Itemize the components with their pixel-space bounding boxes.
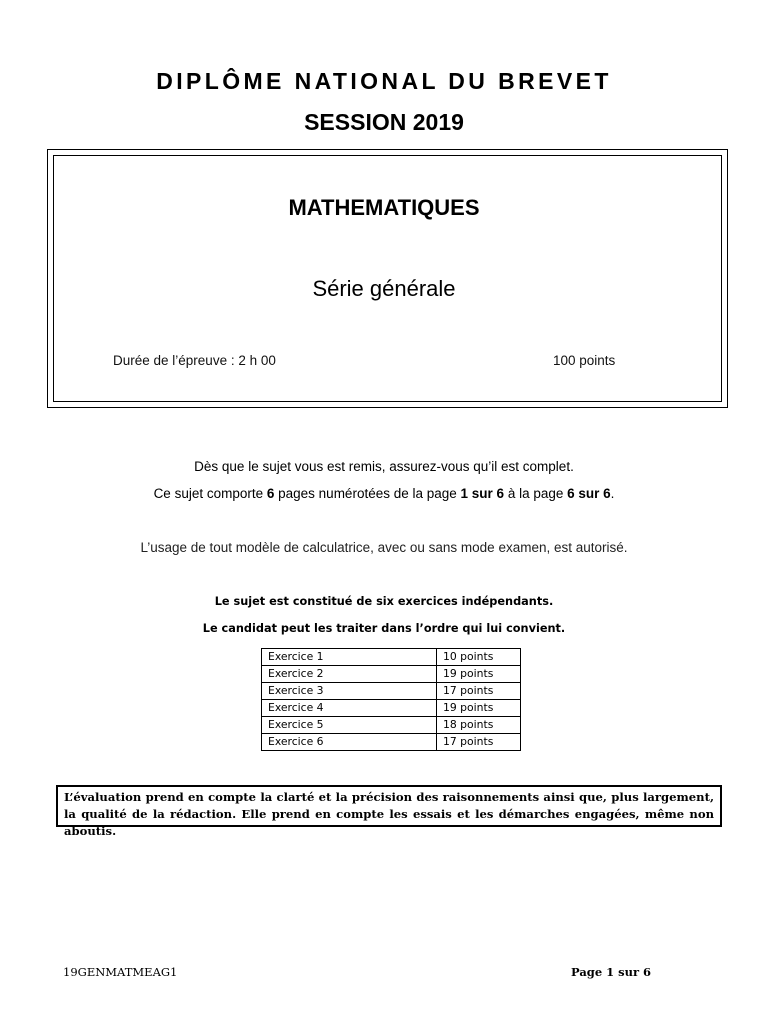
table-row bbox=[262, 666, 521, 683]
exercise-points: 19 points bbox=[437, 700, 521, 717]
exercise-points: 17 points bbox=[437, 734, 521, 751]
duration-label: Durée de l’épreuve : bbox=[113, 353, 239, 368]
exercise-name: Exercice 4 bbox=[262, 700, 437, 717]
instruction-calculator: L’usage de tout modèle de calculatrice, avec ou sans mode examen, est autorisé. bbox=[140, 540, 628, 555]
exercise-name: Exercice 2 bbox=[262, 666, 437, 683]
table-row bbox=[262, 734, 521, 751]
pages-text-3: à la page bbox=[504, 486, 568, 501]
exercise-name: Exercice 1 bbox=[262, 649, 437, 666]
exercise-points-table bbox=[261, 648, 521, 751]
pages-text-end: . bbox=[610, 486, 615, 501]
instruction-complete: Dès que le sujet vous est remis, assurez-vous qu’il est complet. bbox=[194, 459, 574, 474]
table-row bbox=[262, 649, 521, 666]
table-row bbox=[262, 717, 521, 734]
duration-value: 2 h 00 bbox=[238, 353, 276, 368]
first-page: 1 sur 6 bbox=[460, 486, 505, 501]
table-row bbox=[262, 683, 521, 700]
page-number: Page 1 sur 6 bbox=[571, 965, 652, 979]
instruction-pages bbox=[0, 486, 768, 501]
total-points: 100 points bbox=[553, 353, 616, 368]
session-title: SESSION 2019 bbox=[304, 109, 464, 135]
exercise-points: 10 points bbox=[437, 649, 521, 666]
pages-count: 6 bbox=[266, 486, 275, 501]
last-page: 6 sur 6 bbox=[567, 486, 611, 501]
exercise-points: 18 points bbox=[437, 717, 521, 734]
table-row bbox=[262, 700, 521, 717]
exercise-points: 17 points bbox=[437, 683, 521, 700]
exercise-name: Exercice 5 bbox=[262, 717, 437, 734]
exercise-name: Exercice 6 bbox=[262, 734, 437, 751]
duration-text bbox=[113, 353, 276, 368]
subject-code: 19GENMATMEAG1 bbox=[63, 965, 178, 979]
pages-text-1: Ce sujet comporte bbox=[153, 486, 267, 501]
exercise-name: Exercice 3 bbox=[262, 683, 437, 700]
exercise-points: 19 points bbox=[437, 666, 521, 683]
subject-title: MATHEMATIQUES bbox=[288, 195, 480, 220]
evaluation-notice: L’évaluation prend en compte la clarté et la précision des raisonnements ainsi que, plus largement, la qualité de la rédaction. Elle prend en compte les essais et les démarches engagées, même non aboutis. bbox=[56, 785, 722, 827]
serie-label: Série générale bbox=[312, 276, 456, 301]
structure-line-1: Le sujet est constitué de six exercices indépendants. bbox=[214, 595, 554, 608]
pages-text-2: pages numérotées de la page bbox=[274, 486, 461, 501]
structure-line-2: Le candidat peut les traiter dans l’ordre qui lui convient. bbox=[202, 622, 566, 635]
exam-title: DIPLÔME NATIONAL DU BREVET bbox=[156, 68, 612, 94]
